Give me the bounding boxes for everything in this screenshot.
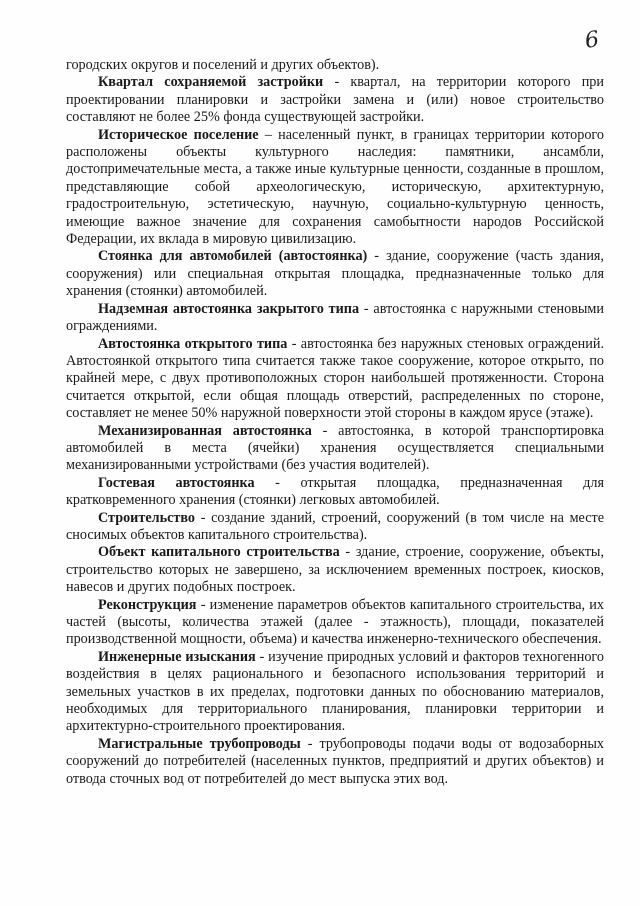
definition-paragraph bbox=[66, 127, 604, 249]
definition-term: Надземная автостоянка закрытого типа bbox=[98, 300, 360, 317]
definition-paragraph bbox=[66, 649, 604, 736]
definition-term: Объект капитального строительства bbox=[98, 544, 340, 561]
definition-text: - квартал, на территории которого при проектировании планировки и застройки замена и (или) новое строительство составляют не более 25% фонда существующей застройки. bbox=[66, 74, 604, 126]
document-body bbox=[66, 57, 604, 788]
definition-paragraph bbox=[66, 510, 604, 545]
definition-term: Инженерные изыскания bbox=[98, 648, 256, 665]
definition-term: Стоянка для автомобилей (автостоянка) bbox=[98, 248, 368, 265]
definition-paragraph bbox=[66, 736, 604, 788]
definition-text: - автостоянка с наружными стеновыми ограждениями. bbox=[66, 300, 604, 335]
definition-term: Реконструкция bbox=[98, 596, 197, 613]
definition-text: - трубопроводы подачи воды от водозаборных сооружений до потребителей (населенных пунктов, предприятий и других объектов) и отвода сточных вод от потребителей до мест выпуска этих вод. bbox=[66, 735, 604, 787]
definition-text: - здание, сооружение (часть здания, сооружения) или специальная открытая площадка, предназначенные только для хранения (стоянки) автомобилей. bbox=[66, 248, 604, 300]
definition-text: - создание зданий, строений, сооружений (в том числе на месте сносимых объектов капитального строительства). bbox=[66, 509, 604, 543]
definition-text: - изменение параметров объектов капитального строительства, их частей (высоты, количества этажей (далее - этажность), площади, показателей производственной мощности, объема) и качества инженерно-технического обеспечения. bbox=[66, 596, 604, 648]
definition-term: Строительство bbox=[98, 509, 196, 526]
definition-text: - здание, строение, сооружение, объекты, строительство которых не завершено, за исключением временных построек, киосков, навесов и других подобных построек. bbox=[66, 544, 604, 596]
intro-fragment: городских округов и поселений и других объектов). bbox=[66, 57, 380, 73]
definition-text: – населенный пункт, в границах территории которого расположены объекты культурного наследия: памятники, ансамбли, достопримечательные места, а также иные культурные ценности, созданные в прошлом, представляющие собой археологическую, историческую, архитектурную, градостроительную, эстетическую, научную, социально-культурную ценность, имеющие важное значение для сохранения самобытности народов Российской Федерации, их вклада в мировую цивилизацию. bbox=[66, 126, 604, 248]
definition-paragraph bbox=[66, 74, 604, 126]
definition-term: Механизированная автостоянка bbox=[98, 422, 312, 439]
definition-paragraph bbox=[66, 475, 604, 510]
definition-text: - открытая площадка, предназначенная для кратковременного хранения (стоянки) легковых автомобилей. bbox=[66, 474, 604, 509]
definition-paragraph bbox=[66, 301, 604, 336]
definition-term: Квартал сохраняемой застройки bbox=[98, 74, 324, 91]
definition-paragraph bbox=[66, 336, 604, 423]
definition-term: Магистральные трубопроводы bbox=[98, 735, 301, 752]
definition-term: Историческое поселение bbox=[98, 126, 259, 143]
definition-paragraph bbox=[66, 423, 604, 475]
definition-text: - автостоянка, в которой транспортировка автомобилей в места (ячейки) хранения осуществляется специальными механизированными устройствами (без участия водителей). bbox=[66, 422, 605, 474]
definition-paragraph bbox=[66, 248, 604, 300]
definition-term: Гостевая автостоянка bbox=[98, 474, 255, 491]
definition-term: Автостоянка открытого типа bbox=[98, 335, 288, 352]
definition-text: - автостоянка без наружных стеновых ограждений. Автостоянкой открытого типа считается также такое сооружение, которое открыто, по крайней мере, с двух противоположных сторон наибольшей протяженности. Сторона считается открытой, если общая площадь отверстий, распределенных по стороне, составляет не менее 50% наружной поверхности этой стороны в каждом ярусе (этаже). bbox=[66, 335, 604, 422]
definition-paragraph bbox=[66, 597, 604, 649]
page-number: 6 bbox=[583, 27, 601, 54]
definition-text: - изучение природных условий и факторов техногенного воздействия в целях рационального и безопасного использования территорий и земельных участков в их пределах, подготовки данных по обоснованию материалов, необходимых для территориального планирования, планировки территории и архитектурно-строительного проектирования. bbox=[66, 648, 604, 735]
definition-paragraph bbox=[66, 544, 604, 596]
